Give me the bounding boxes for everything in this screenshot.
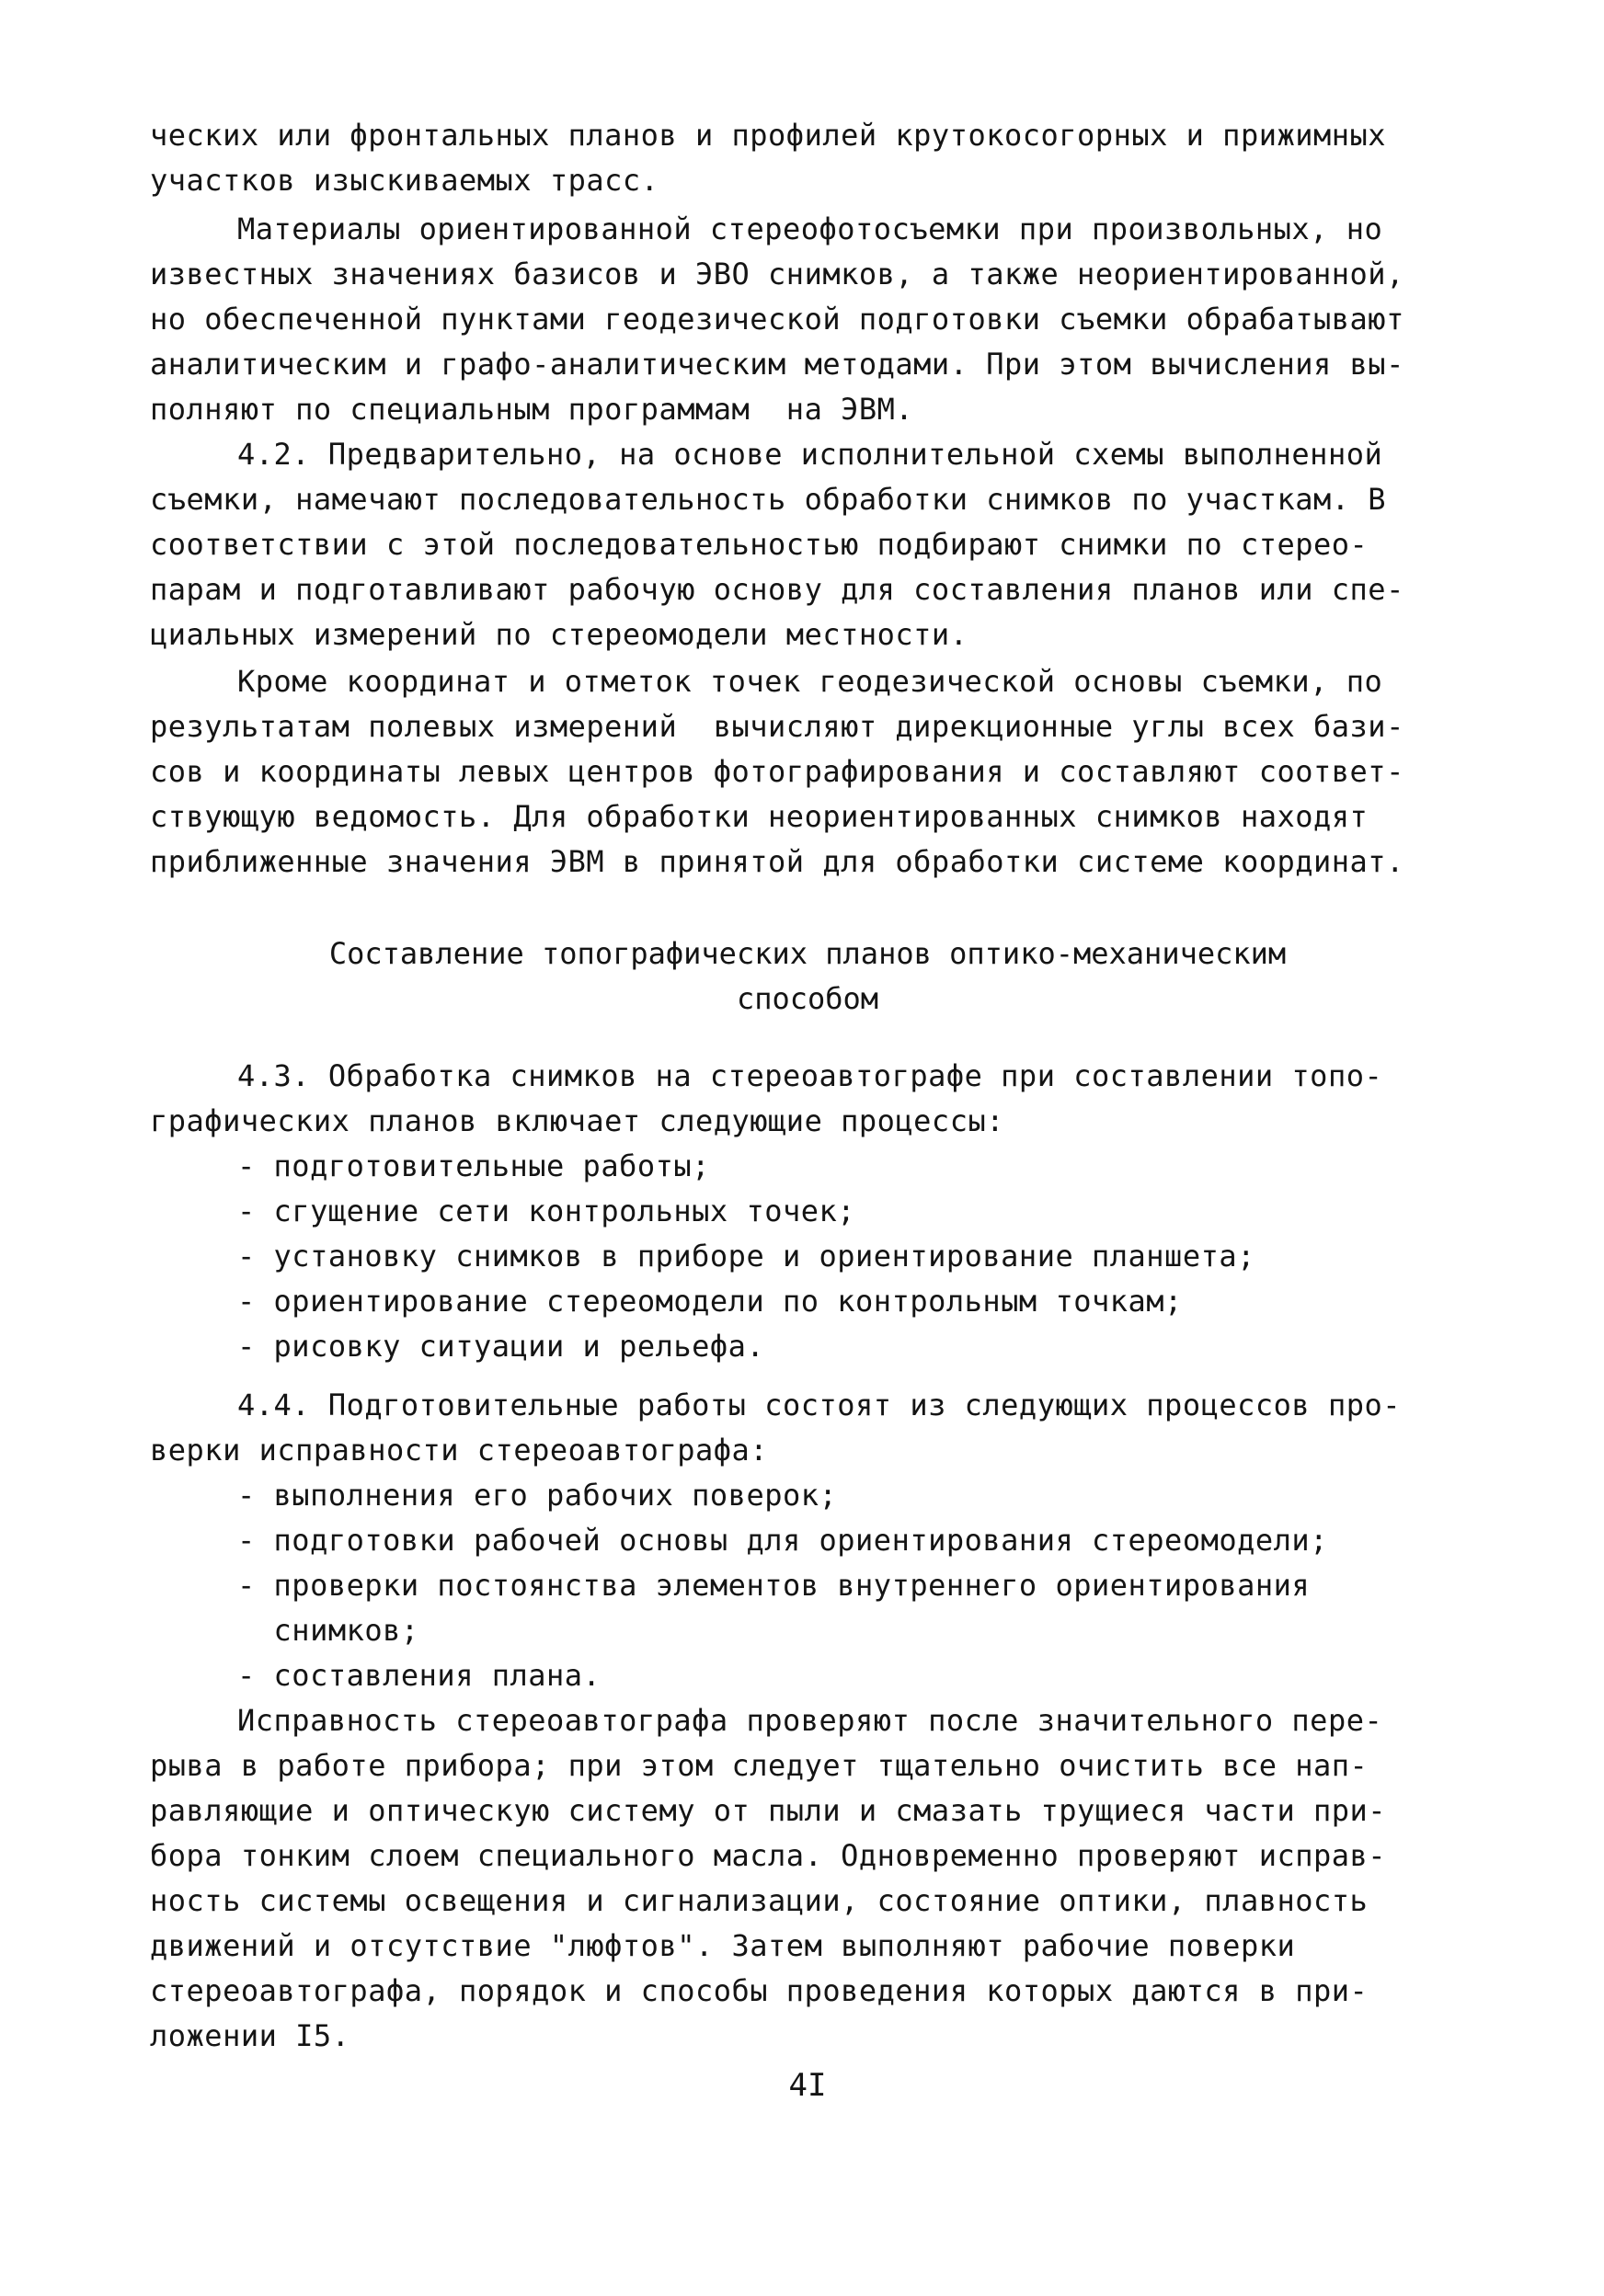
text-line: Материалы ориентированной стереофотосъемки при произвольных, но [237,211,1383,246]
list-item: - подготовки рабочей основы для ориентирования стереомодели; [237,1523,1328,1558]
list-item: - ориентирование стереомодели по контрольным точкам; [237,1284,1183,1319]
text-line: стереоавтографа, порядок и способы проведения которых даются в при- [150,1973,1369,2008]
text-line: циальных измерений по стереомодели местности. [150,617,968,652]
text-line: полняют по специальным программам на ЭВМ. [150,392,914,427]
list-item: - подготовительные работы; [237,1148,710,1183]
text-line: результатам полевых измерений вычисляют дирекционные углы всех бази- [150,709,1404,744]
list-item: - рисовку ситуации и рельефа. [237,1329,765,1364]
text-line: графических планов включает следующие процессы: [150,1103,1004,1138]
text-line: рыва в работе прибора; при этом следует тщательно очистить все нап- [150,1748,1369,1783]
text-line: участков изыскиваемых трасс. [150,163,659,198]
text-line: ческих или фронтальных планов и профилей крутокосогорных и прижимных [150,118,1387,153]
text-line: парам и подготавливают рабочую основу для составления планов или спе- [150,572,1404,607]
text-line: равляющие и оптическую систему от пыли и смазать трущиеся части при- [150,1793,1387,1828]
text-line: бора тонким слоем специального масла. Одновременно проверяют исправ- [150,1838,1387,1873]
page-number: 4I [788,2067,827,2104]
text-line: 4.4. Подготовительные работы состоят из следующих процессов про- [237,1388,1401,1422]
section-heading: способом [736,981,879,1016]
text-line: 4.2. Предварительно, на основе исполнительной схемы выполненной [237,437,1383,472]
text-line: съемки, намечают последовательность обработки снимков по участкам. В [150,482,1387,517]
text-line: верки исправности стереоавтографа: [150,1433,769,1468]
text-line: Исправность стереоавтографа проверяют после значительного пере- [237,1703,1383,1738]
text-line: ложении I5. [150,2018,350,2053]
text-line: ность системы освещения и сигнализации, состояние оптики, плавность [150,1883,1369,1918]
text-line: аналитическим и графо-аналитическим методами. При этом вычисления вы- [150,347,1404,382]
text-line: соответствии с этой последовательностью подбирают снимки по стерео- [150,527,1369,562]
section-heading: Составление топографических планов оптико-механическим [328,936,1287,971]
text-line: но обеспеченной пунктами геодезической подготовки съемки обрабатывают [150,302,1404,337]
text-line: ствующую ведомость. Для обработки неориентированных снимков находят [150,799,1369,834]
list-item: - выполнения его рабочих поверок; [237,1478,838,1513]
list-item: - сгущение сети контрольных точек; [237,1194,856,1228]
text-line: сов и координаты левых центров фотографирования и составляют соответ- [150,754,1404,789]
list-item: - составления плана. [237,1658,602,1693]
text-line: 4.3. Обработка снимков на стереоавтографе при составлении топо- [237,1058,1383,1093]
text-line: движений и отсутствие "люфтов". Затем выполняют рабочие поверки [150,1928,1296,1963]
text-line: Кроме координат и отметок точек геодезической основы съемки, по [237,664,1383,699]
list-item: - установку снимков в приборе и ориентирование планшета; [237,1239,1255,1274]
text-line: известных значениях базисов и ЭВО снимков, а также неориентированной, [150,257,1404,291]
list-item: снимков; [237,1613,419,1648]
text-line: приближенные значения ЭВМ в принятой для обработки системе координат. [150,844,1404,879]
list-item: - проверки постоянства элементов внутреннего ориентирования [237,1568,1311,1603]
